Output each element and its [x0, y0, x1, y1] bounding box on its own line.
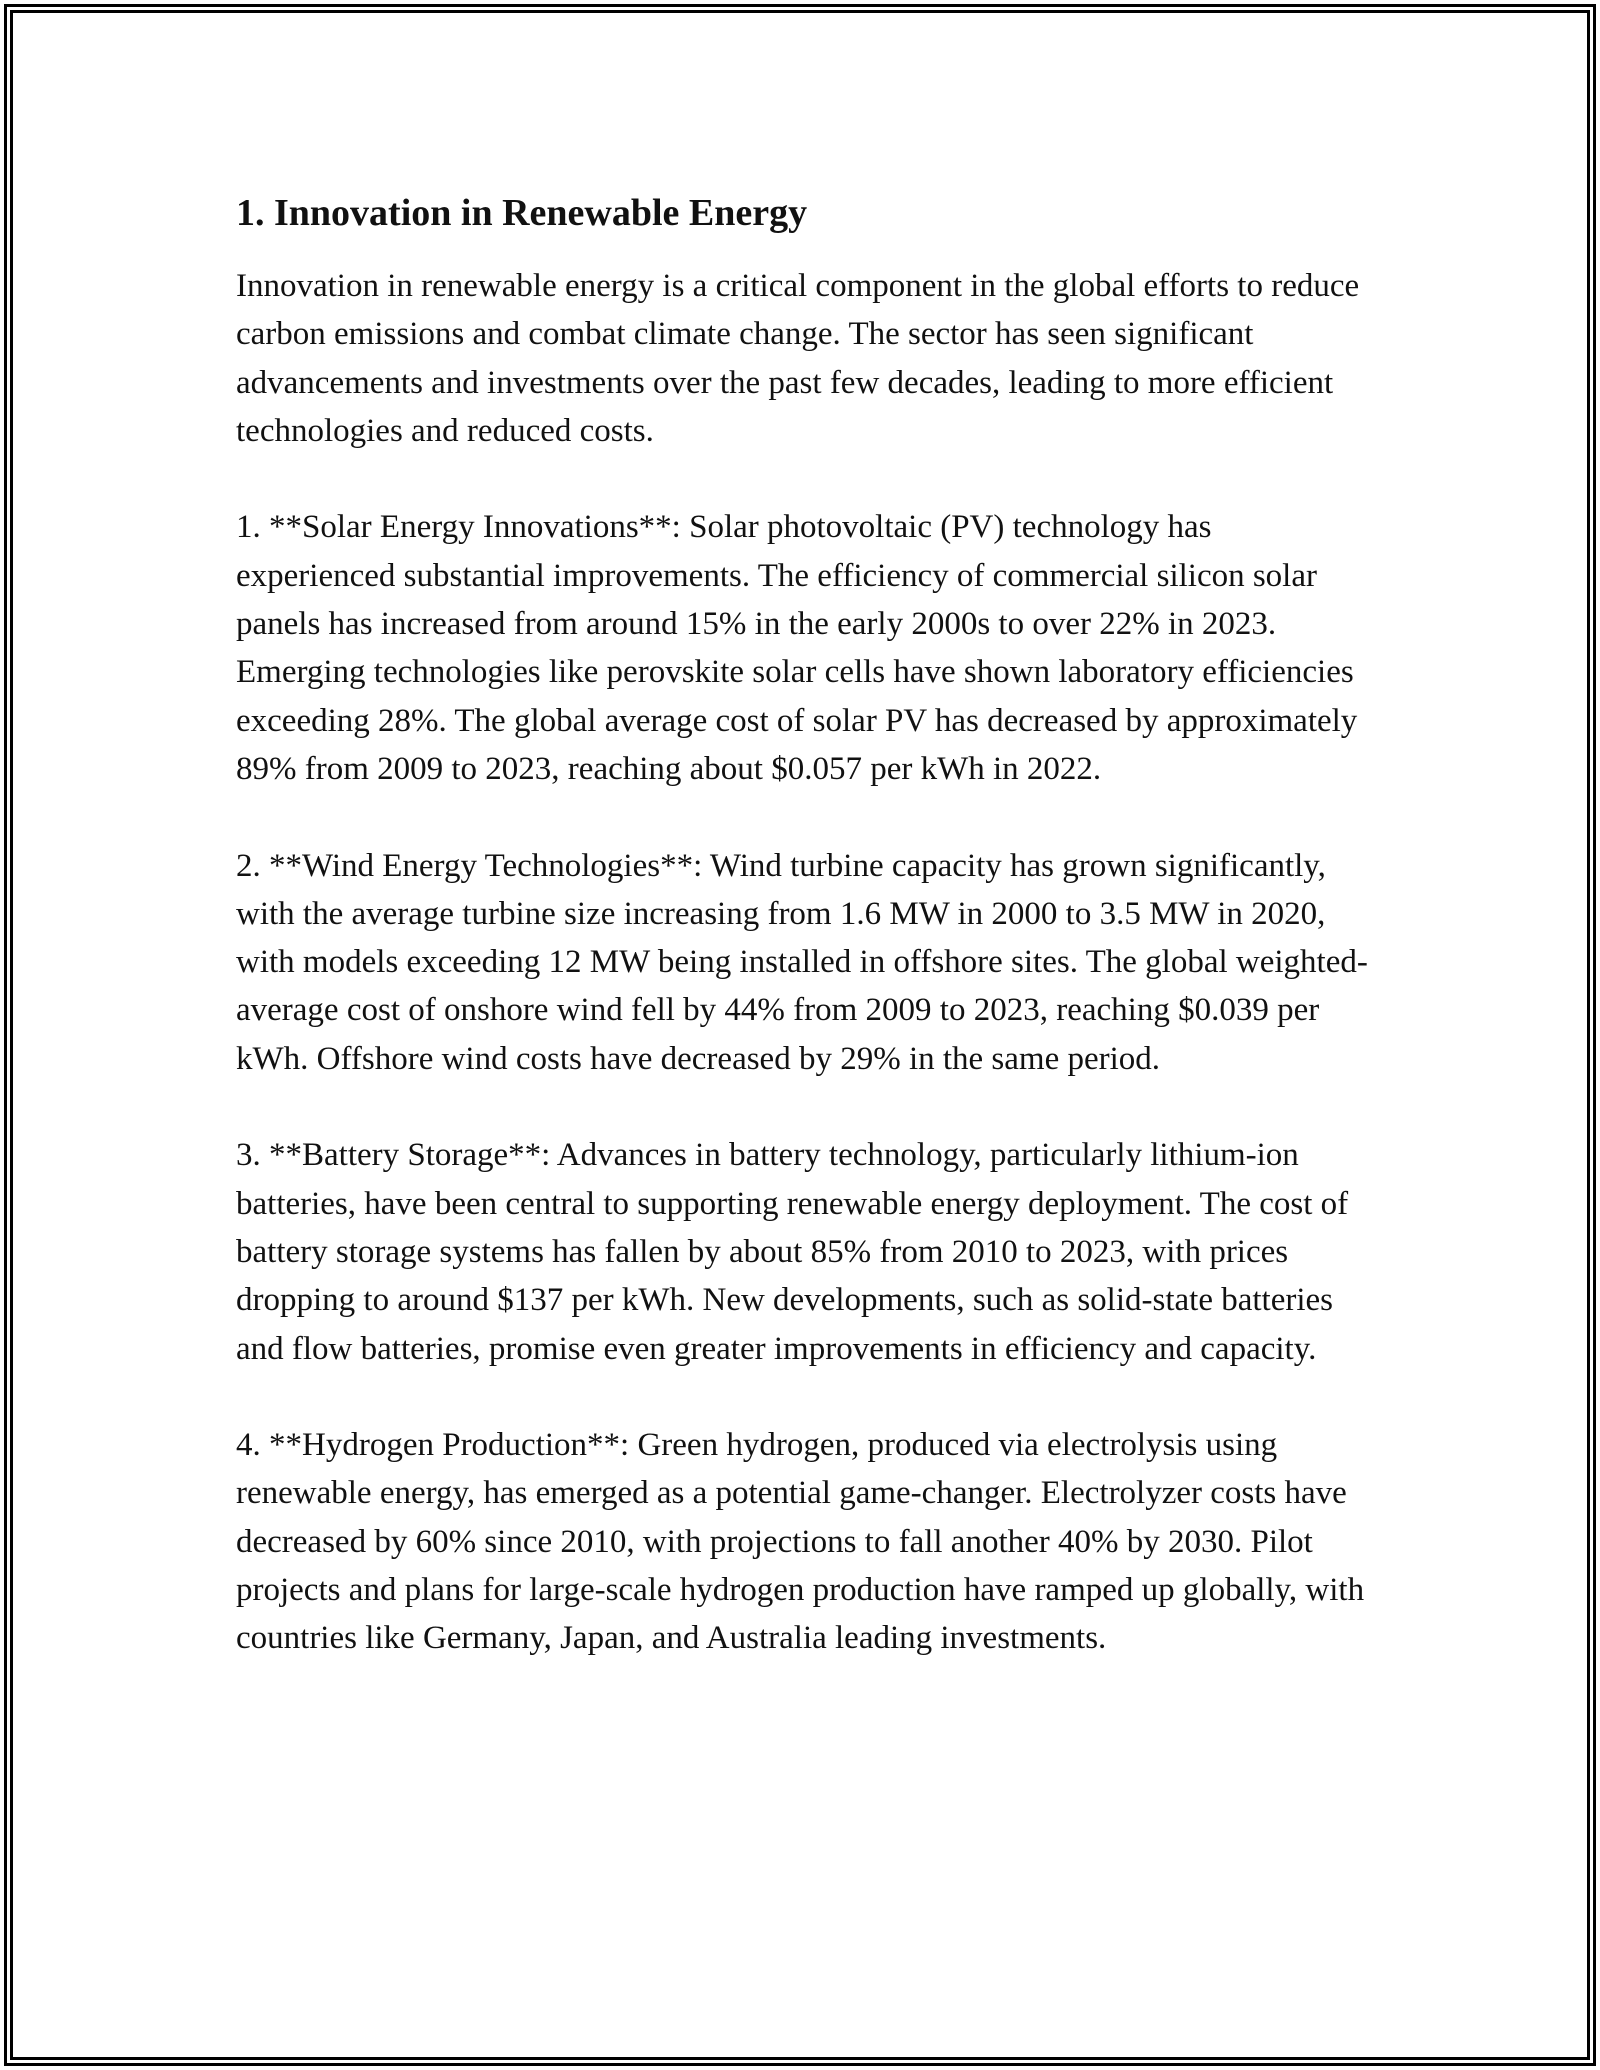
solar-energy-paragraph: 1. **Solar Energy Innovations**: Solar photovoltaic (PV) technology has experienced substantial improvements. The efficiency of commercial silicon solar panels has increased from around 15% in the early 2000s to over 22% in 2023. Emerging technologies like perovskite solar cells have shown laboratory efficiencies exceeding 28%. The global average cost of solar PV has decreased by approximately 89% from 2009 to 2023, reaching about $0.057 per kWh in 2022. — [236, 509, 1358, 787]
battery-storage-paragraph: 3. **Battery Storage**: Advances in battery technology, particularly lithium-ion batteries, have been central to supporting renewable energy deployment. The cost of battery storage systems has fallen by about 85% from 2010 to 2023, with prices dropping to around $137 per kWh. New developments, such as solid-state batteries and flow batteries, promise even greater improvements in efficiency and capacity. — [236, 1137, 1349, 1367]
hydrogen-production-paragraph: 4. **Hydrogen Production**: Green hydrogen, produced via electrolysis using renewable energy, has emerged as a potential game-changer. Electrolyzer costs have decreased by 60% since 2010, with projections to fall another 40% by 2030. Pilot projects and plans for large-scale hydrogen production have ramped up globally, with countries like Germany, Japan, and Australia leading investments. — [236, 1427, 1365, 1657]
intro-paragraph: Innovation in renewable energy is a critical component in the global efforts to reduce carbon emissions and combat climate change. The sector has seen significant advancements and investments over the past few decades, leading to more efficient technologies and reduced costs. — [236, 268, 1360, 449]
wind-energy-paragraph: 2. **Wind Energy Technologies**: Wind turbine capacity has grown significantly, with the average turbine size increasing from 1.6 MW in 2000 to 3.5 MW in 2020, with models exceeding 12 MW being installed in offshore sites. The global weighted-average cost of onshore wind fell by 44% from 2009 to 2023, reaching $0.039 per kWh. Offshore wind costs have decreased by 29% in the same period. — [236, 847, 1368, 1077]
document-body — [236, 188, 1376, 1663]
section-heading: 1. Innovation in Renewable Energy — [236, 192, 808, 234]
